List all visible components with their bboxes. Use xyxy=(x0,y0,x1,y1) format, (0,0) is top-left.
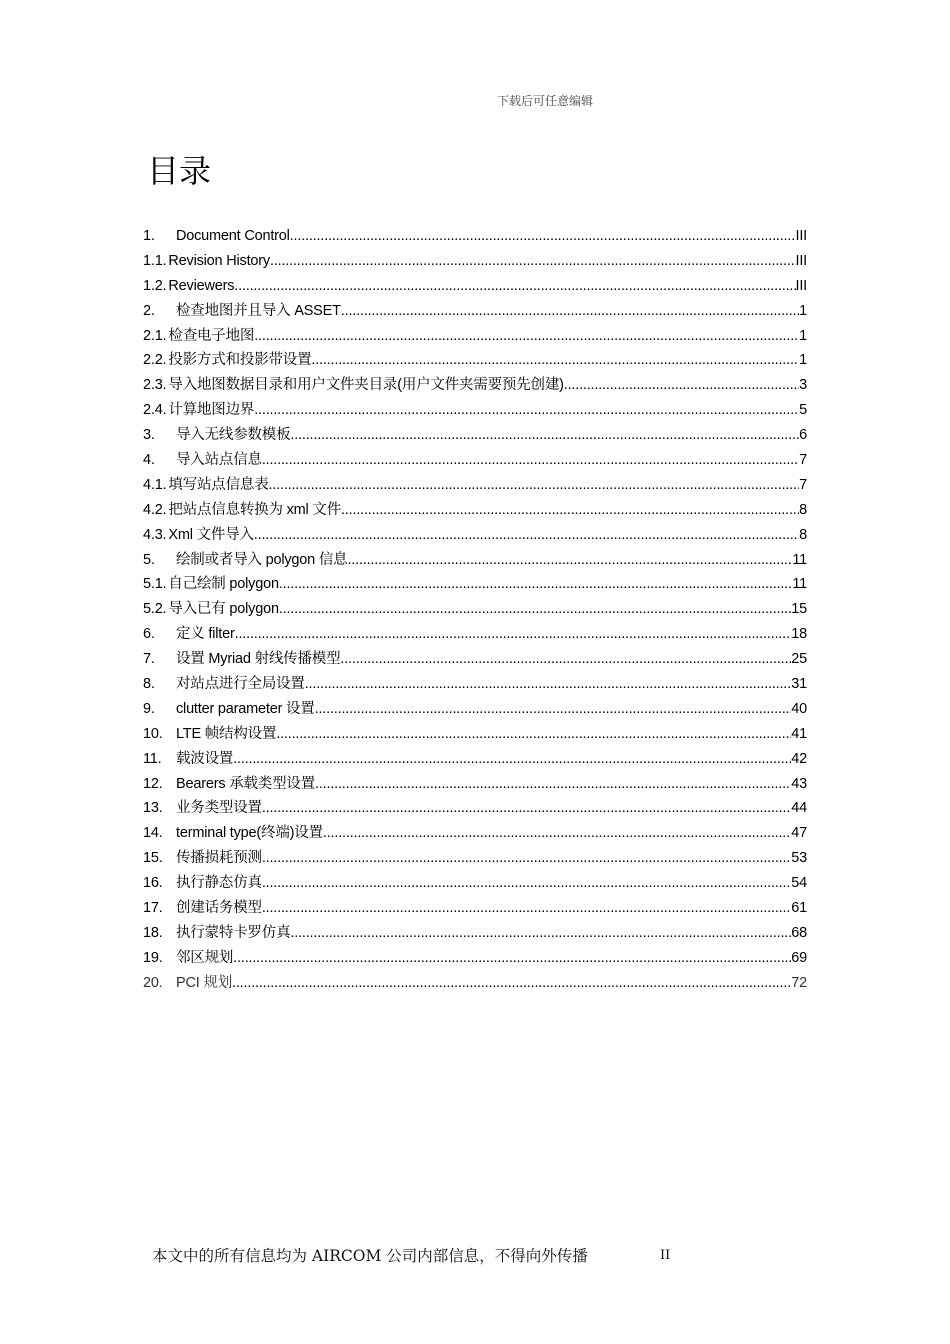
toc-dot-leader xyxy=(262,796,791,821)
toc-entry-title: 把站点信息转换为 xml 文件 xyxy=(168,501,341,518)
toc-dot-leader xyxy=(279,597,791,622)
toc-entry[interactable] xyxy=(143,597,807,622)
toc-entry-page: 54 xyxy=(791,875,807,892)
toc-entry-number: 15. xyxy=(143,850,163,867)
toc-entry[interactable] xyxy=(143,772,807,797)
toc-entry-number: 8. xyxy=(143,676,155,693)
toc-entry[interactable] xyxy=(143,249,807,274)
toc-entry-title: Document Control xyxy=(176,228,290,244)
toc-entry-page: 8 xyxy=(799,501,807,518)
toc-dot-leader xyxy=(270,249,796,274)
toc-entry-page: 44 xyxy=(791,800,807,817)
toc-entry[interactable] xyxy=(143,523,807,548)
toc-dot-leader xyxy=(254,398,799,423)
toc-entry[interactable] xyxy=(143,324,807,349)
toc-entry-title: 导入站点信息 xyxy=(176,452,262,469)
toc-entry[interactable] xyxy=(143,697,807,722)
toc-entry-page: 72 xyxy=(791,974,807,991)
toc-entry-number: 14. xyxy=(143,825,163,842)
toc-entry-number: 12. xyxy=(143,775,163,792)
toc-dot-leader xyxy=(254,523,799,548)
toc-entry-number: 4.2. xyxy=(143,501,167,518)
toc-entry-title: 检查地图并且导入 ASSET xyxy=(176,302,341,319)
toc-dot-leader xyxy=(315,697,792,722)
toc-entry-number: 5.2. xyxy=(143,601,167,618)
toc-entry[interactable] xyxy=(143,647,807,672)
toc-entry-page: 42 xyxy=(791,750,807,767)
toc-entry-number: 17. xyxy=(143,900,163,917)
toc-entry-title: PCI 规划 xyxy=(176,974,232,991)
toc-entry-title: Revision History xyxy=(168,252,270,269)
toc-dot-leader xyxy=(315,772,791,797)
toc-dot-leader xyxy=(290,921,791,946)
toc-entry-page: 15 xyxy=(791,601,807,618)
toc-entry[interactable] xyxy=(143,846,807,871)
toc-dot-leader xyxy=(290,423,799,448)
toc-entry-number: 20. xyxy=(143,974,163,991)
toc-entry-number: 2.4. xyxy=(143,402,167,419)
toc-entry[interactable] xyxy=(143,672,807,697)
toc-entry[interactable] xyxy=(143,348,807,373)
toc-entry[interactable] xyxy=(143,572,807,597)
toc-dot-leader xyxy=(262,871,791,896)
toc-entry-number: 7. xyxy=(143,651,155,668)
toc-entry-title: 执行蒙特卡罗仿真 xyxy=(176,924,291,941)
footer-confidentiality-note: 本文中的所有信息均为 AIRCOM 公司内部信息，不得向外传播 xyxy=(152,1247,588,1265)
toc-entry[interactable] xyxy=(143,498,807,523)
toc-entry-number: 1.2. xyxy=(143,277,167,294)
toc-entry-title: 定义 filter xyxy=(176,626,235,643)
toc-entry-page: 43 xyxy=(791,775,807,792)
header-note: 下载后可任意编辑 xyxy=(496,94,593,108)
toc-entry-page: III xyxy=(795,252,807,269)
toc-dot-leader xyxy=(305,672,792,697)
toc-dot-leader xyxy=(323,821,791,846)
toc-entry[interactable] xyxy=(143,821,807,846)
toc-entry-title: 绘制或者导入 polygon 信息 xyxy=(176,551,348,568)
toc-entry-page: 8 xyxy=(799,526,807,543)
toc-entry-title: 填写站点信息表 xyxy=(168,476,269,493)
toc-entry-number: 1.1. xyxy=(143,252,167,269)
toc-entry-number: 2.3. xyxy=(143,377,167,394)
toc-entry[interactable] xyxy=(143,946,807,971)
toc-entry-page: 31 xyxy=(791,676,807,693)
toc-entry-number: 2. xyxy=(143,302,155,319)
toc-entry-number: 11. xyxy=(143,750,162,767)
toc-entry-page: 40 xyxy=(791,700,807,717)
toc-entry-title: 投影方式和投影带设置 xyxy=(168,352,312,369)
toc-entry-page: 25 xyxy=(791,651,807,668)
toc-entry-title: terminal type(终端)设置 xyxy=(176,825,323,842)
toc-entry-page: 1 xyxy=(799,352,807,369)
toc-entry-page: 1 xyxy=(799,302,807,319)
toc-entry[interactable] xyxy=(143,722,807,747)
toc-entry-page: 5 xyxy=(799,402,807,419)
toc-entry[interactable] xyxy=(143,548,807,573)
toc-dot-leader xyxy=(347,548,792,573)
toc-dot-leader xyxy=(254,324,799,349)
toc-dot-leader xyxy=(262,896,791,921)
toc-dot-leader xyxy=(564,373,799,398)
toc-entry-title: 业务类型设置 xyxy=(176,800,262,817)
toc-dot-leader xyxy=(340,647,791,672)
toc-entry-title: clutter parameter 设置 xyxy=(176,700,315,717)
toc-dot-leader xyxy=(262,846,791,871)
toc-entry-title: 自己绘制 polygon xyxy=(168,576,279,593)
toc-dot-leader xyxy=(269,473,800,498)
footer-page-number: II xyxy=(660,1248,671,1263)
toc-entry-page: 53 xyxy=(791,850,807,867)
toc-entry-page: 1 xyxy=(799,327,807,344)
toc-entry-title: 载波设置 xyxy=(176,750,234,767)
toc-entry-title: 传播损耗预测 xyxy=(176,850,262,867)
toc-entry-number: 4.3. xyxy=(143,526,167,543)
toc-entry-title: Bearers 承载类型设置 xyxy=(176,775,315,792)
toc-entry-number: 5.1. xyxy=(143,576,167,593)
toc-entry[interactable] xyxy=(143,373,807,398)
toc-entry-number: 4. xyxy=(143,452,155,469)
toc-entry-title: Reviewers xyxy=(168,277,235,294)
toc-entry-number: 19. xyxy=(143,949,163,966)
toc-entry-page: III xyxy=(795,277,807,294)
toc-entry[interactable] xyxy=(143,896,807,921)
toc-entry[interactable] xyxy=(143,971,807,996)
toc-dot-leader xyxy=(233,946,791,971)
page-title: 目录 xyxy=(147,152,212,191)
toc-entry-page: 6 xyxy=(799,427,807,444)
toc-dot-leader xyxy=(232,971,791,996)
toc-entry-title: 检查电子地图 xyxy=(168,327,255,344)
toc-dot-leader xyxy=(311,348,799,373)
toc-dot-leader xyxy=(276,722,791,747)
toc-entry-title: Xml 文件导入 xyxy=(168,526,254,543)
toc-dot-leader xyxy=(341,498,799,523)
toc-entry-page: 3 xyxy=(799,377,807,394)
toc-entry-number: 2.2. xyxy=(143,352,167,369)
toc-dot-leader xyxy=(262,448,799,473)
toc-entry-page: 7 xyxy=(799,452,807,469)
toc-entry-number: 6. xyxy=(143,626,155,643)
toc-entry[interactable] xyxy=(143,796,807,821)
toc-entry[interactable] xyxy=(143,224,807,249)
toc-entry-number: 2.1. xyxy=(143,327,167,344)
toc-entry-number: 18. xyxy=(143,924,163,941)
toc-entry-title: 设置 Myriad 射线传播模型 xyxy=(176,651,341,668)
toc-entry-page: 7 xyxy=(799,476,807,493)
toc-entry-number: 9. xyxy=(143,700,155,717)
toc-entry[interactable] xyxy=(143,274,807,299)
toc-dot-leader xyxy=(235,622,792,647)
toc-entry[interactable] xyxy=(143,398,807,423)
toc-entry-number: 16. xyxy=(143,875,163,892)
toc-entry[interactable] xyxy=(143,448,807,473)
toc-entry-title: LTE 帧结构设置 xyxy=(176,725,277,742)
toc-entry[interactable] xyxy=(143,622,807,647)
toc-entry-page: 68 xyxy=(791,924,807,941)
toc-entry-number: 3. xyxy=(143,427,155,444)
toc-entry-title: 计算地图边界 xyxy=(168,402,255,419)
toc-entry-number: 1. xyxy=(143,228,155,244)
toc-entry-number: 10. xyxy=(143,725,163,742)
toc-entry[interactable] xyxy=(143,423,807,448)
toc-entry-title: 对站点进行全局设置 xyxy=(176,676,305,693)
toc-dot-leader xyxy=(233,747,791,772)
toc-entry[interactable] xyxy=(143,299,807,324)
toc-entry-title: 导入地图数据目录和用户文件夹目录(用户文件夹需要预先创建) xyxy=(168,377,564,394)
toc-entry-page: 11 xyxy=(792,551,807,568)
toc-entry-title: 邻区规划 xyxy=(176,949,234,966)
toc-entry-number: 5. xyxy=(143,551,155,568)
toc-entry-page: 41 xyxy=(791,725,807,742)
toc-entry-title: 执行静态仿真 xyxy=(176,875,262,892)
toc-entry-number: 4.1. xyxy=(143,476,167,493)
toc-dot-leader xyxy=(341,299,799,324)
toc-entry-title: 导入已有 polygon xyxy=(168,601,279,618)
toc-entry-page: 47 xyxy=(791,825,807,842)
toc-entry-page: 61 xyxy=(791,900,807,917)
toc-entry[interactable] xyxy=(143,473,807,498)
toc-entry-title: 导入无线参数模板 xyxy=(176,427,291,444)
toc-entry[interactable] xyxy=(143,871,807,896)
toc-entry-page: III xyxy=(795,228,807,244)
toc-dot-leader xyxy=(279,572,793,597)
toc-entry-title: 创建话务模型 xyxy=(176,900,262,917)
toc-entry[interactable] xyxy=(143,747,807,772)
toc-entry[interactable] xyxy=(143,921,807,946)
toc-dot-leader xyxy=(234,274,795,299)
toc-dot-leader xyxy=(290,224,796,249)
toc-entry-page: 11 xyxy=(792,576,807,593)
toc-entry-number: 13. xyxy=(143,800,163,817)
toc-entry-page: 18 xyxy=(791,626,807,643)
toc-entry-page: 69 xyxy=(791,949,807,966)
table-of-contents xyxy=(143,224,807,996)
